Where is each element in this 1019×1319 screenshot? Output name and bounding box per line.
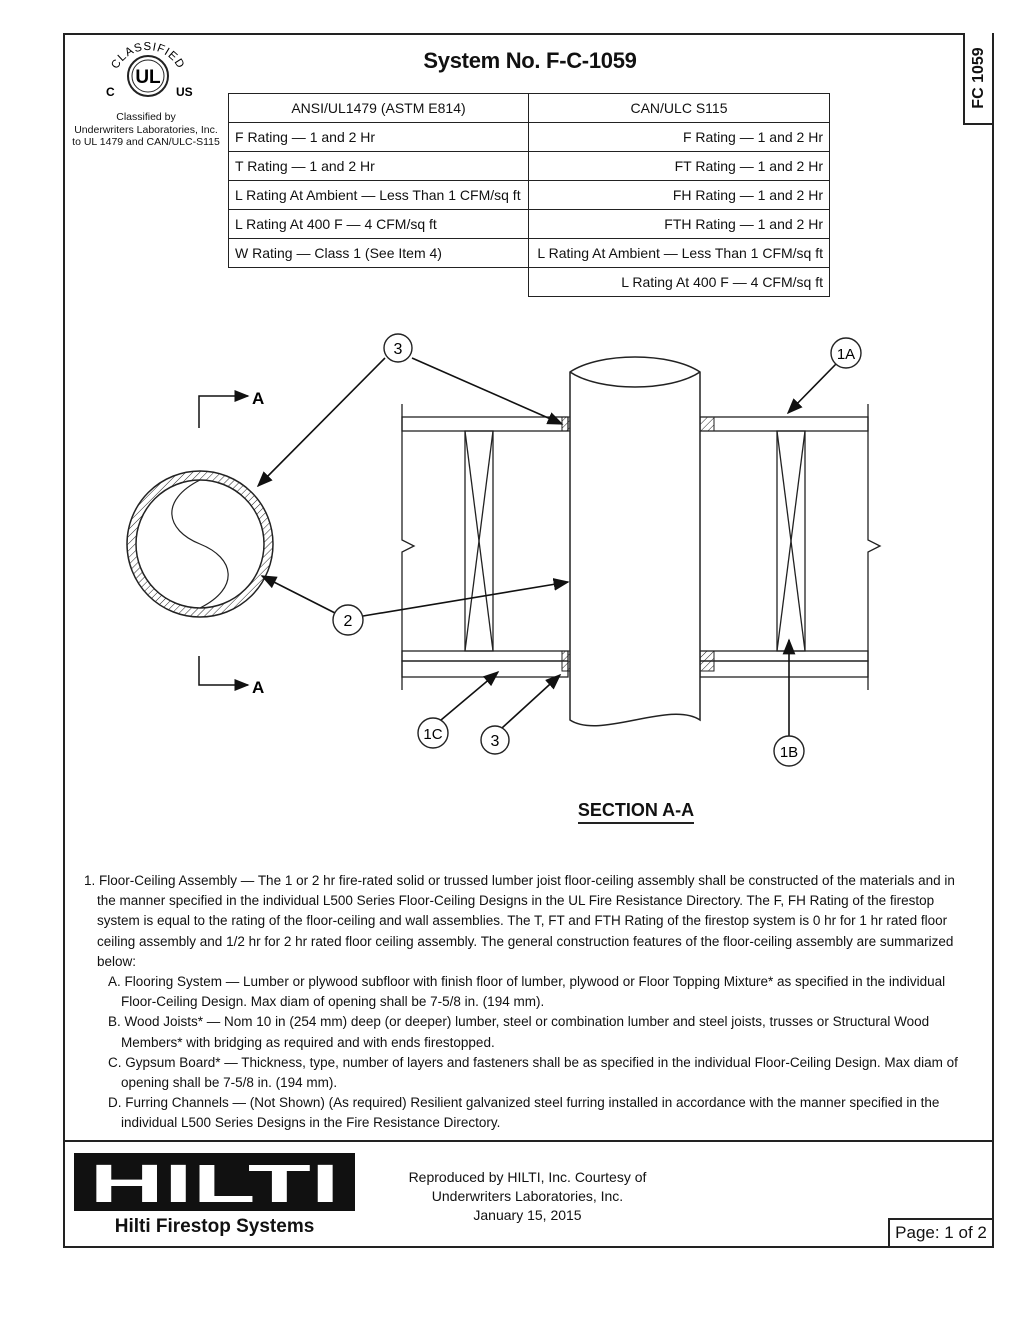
firestop-bottom-right bbox=[700, 651, 714, 671]
callout-3-bottom bbox=[481, 726, 509, 754]
leader-3-plan bbox=[258, 358, 385, 486]
callout-2 bbox=[333, 605, 363, 635]
svg-text:2: 2 bbox=[343, 613, 353, 630]
pipe-plan-view bbox=[127, 471, 273, 617]
section-marker-label: A bbox=[252, 389, 265, 408]
ul-arc-text: CLASSIFIED bbox=[109, 40, 187, 72]
reproduction-line: Underwriters Laboratories, Inc. bbox=[431, 1188, 624, 1204]
gypsum-right-2 bbox=[700, 661, 868, 677]
note-item-1a: A. Flooring System — Lumber or plywood subfloor with finish floor of lumber, plywood or Floor Topping Mixture* as specified in the individual Floor-Ceiling Design. Max diam of opening shall be 7-5/8 in. (194 mm). bbox=[108, 974, 946, 1010]
callout-1a bbox=[831, 338, 861, 368]
ul-center-text: UL bbox=[135, 67, 161, 88]
section-marker-label: A bbox=[252, 678, 265, 697]
gypsum-right bbox=[700, 651, 868, 661]
system-title: System No. F-C-1059 bbox=[423, 48, 637, 73]
flooring-left bbox=[402, 417, 568, 431]
svg-text:1B: 1B bbox=[779, 744, 799, 761]
gypsum-left bbox=[402, 651, 568, 661]
flooring-right bbox=[700, 417, 868, 431]
ul-caption-line: to UL 1479 and CAN/ULC-S115 bbox=[72, 136, 220, 148]
page-number: Page: 1 of 2 bbox=[888, 1218, 994, 1248]
rating-ulc: FH Rating — 1 and 2 Hr bbox=[529, 181, 830, 210]
assembly-notes bbox=[84, 871, 976, 1134]
reproduction-line: Reproduced by HILTI, Inc. Courtesy of bbox=[408, 1169, 647, 1185]
gypsum-left-2 bbox=[402, 661, 568, 677]
rating-ul: F Rating — 1 and 2 Hr bbox=[229, 123, 529, 152]
rating-ulc: L Rating At Ambient — Less Than 1 CFM/sq ft bbox=[529, 239, 830, 268]
system-tab-label: FC 1059 bbox=[969, 47, 987, 109]
note-item-1c: C. Gypsum Board* — Thickness, type, number of layers and fasteners shall be as specified in the individual Floor-Ceiling Design. Max diam of opening shall be 7-5/8 in. (194 mm). bbox=[108, 1054, 958, 1091]
rating-ul: L Rating At Ambient — Less Than 1 CFM/sq ft bbox=[229, 181, 529, 210]
callout-1c bbox=[418, 718, 448, 748]
leader-2-plan bbox=[262, 576, 335, 613]
leader-3-section bbox=[412, 358, 562, 424]
note-item-1d: D. Furring Channels — (Not Shown) (As required) Resilient galvanized steel furring installed in accordance with the manner specified in the individual L500 Series Designs in the Fire Resistance Directory. bbox=[108, 1095, 940, 1131]
rating-ul: T Rating — 1 and 2 Hr bbox=[229, 152, 529, 181]
hilti-logo bbox=[74, 1153, 355, 1211]
rating-ulc: FT Rating — 1 and 2 Hr bbox=[529, 152, 830, 181]
break-line-right bbox=[868, 404, 880, 690]
leader-1c bbox=[441, 672, 498, 720]
note-item-1: 1. Floor-Ceiling Assembly — The 1 or 2 hr fire-rated solid or trussed lumber joist floor-ceiling assembly shall be constructed of the materials and in the manner specified in the individual L500 Series Floor-Ceiling Designs in the UL Fire Resistance Directory. The F, FH Rating of the firestop system is equal to the rating of the floor-ceiling and wall assemblies. The T, FT and FTH Rating of the firestop system is 0 hr for 1 hr rated floor ceiling assembly and 1/2 hr for 2 hr rated floor ceiling assembly. The general construction features of the floor-ceiling assembly are summarized below: bbox=[84, 873, 955, 969]
callout-1b bbox=[774, 736, 804, 766]
reproduction-date: January 15, 2015 bbox=[473, 1207, 582, 1223]
rating-ul: W Rating — Class 1 (See Item 4) bbox=[229, 239, 529, 268]
rating-ulc: F Rating — 1 and 2 Hr bbox=[529, 123, 830, 152]
section-label-text: SECTION A-A bbox=[578, 800, 694, 824]
ul-left-letter: C bbox=[106, 85, 115, 99]
rating-ulc: L Rating At 400 F — 4 CFM/sq ft bbox=[529, 268, 830, 297]
ul-caption-line: Underwriters Laboratories, Inc. bbox=[74, 123, 218, 136]
svg-text:3: 3 bbox=[393, 341, 403, 358]
break-line-left bbox=[402, 404, 414, 690]
firestop-bottom-left bbox=[562, 651, 570, 671]
ratings-header-ul: ANSI/UL1479 (ASTM E814) bbox=[229, 94, 529, 123]
callout-3 bbox=[384, 334, 412, 362]
firestop-top-left bbox=[562, 417, 570, 431]
leader-1a bbox=[788, 364, 836, 413]
section-marker-bottom bbox=[199, 656, 264, 697]
brand-tagline: Hilti Firestop Systems bbox=[114, 1216, 315, 1237]
leader-3-bottom bbox=[502, 675, 560, 728]
svg-text:3: 3 bbox=[490, 733, 500, 750]
firestop-top-right bbox=[700, 417, 714, 431]
rating-ulc: FTH Rating — 1 and 2 Hr bbox=[529, 210, 830, 239]
rating-ul: L Rating At 400 F — 4 CFM/sq ft bbox=[229, 210, 529, 239]
ul-caption-line: Classified by bbox=[116, 111, 176, 123]
svg-text:1C: 1C bbox=[423, 726, 443, 743]
section-label bbox=[572, 800, 700, 821]
svg-text:1A: 1A bbox=[836, 346, 856, 363]
note-item-1b: B. Wood Joists* — Nom 10 in (254 mm) deep (or deeper) lumber, steel or combination lumber and steel joists, trusses or Structural Wood Members* with bridging as required and with ends firestopped. bbox=[108, 1014, 930, 1050]
ratings-header-ulc: CAN/ULC S115 bbox=[529, 94, 830, 123]
footer-divider bbox=[63, 1140, 994, 1142]
pipe-elevation bbox=[570, 357, 700, 726]
section-marker-top bbox=[199, 389, 264, 428]
ul-right-letter: US bbox=[176, 85, 193, 99]
reproduction-notice bbox=[395, 1168, 660, 1225]
hilti-logo-text: HILTI bbox=[89, 1154, 340, 1211]
